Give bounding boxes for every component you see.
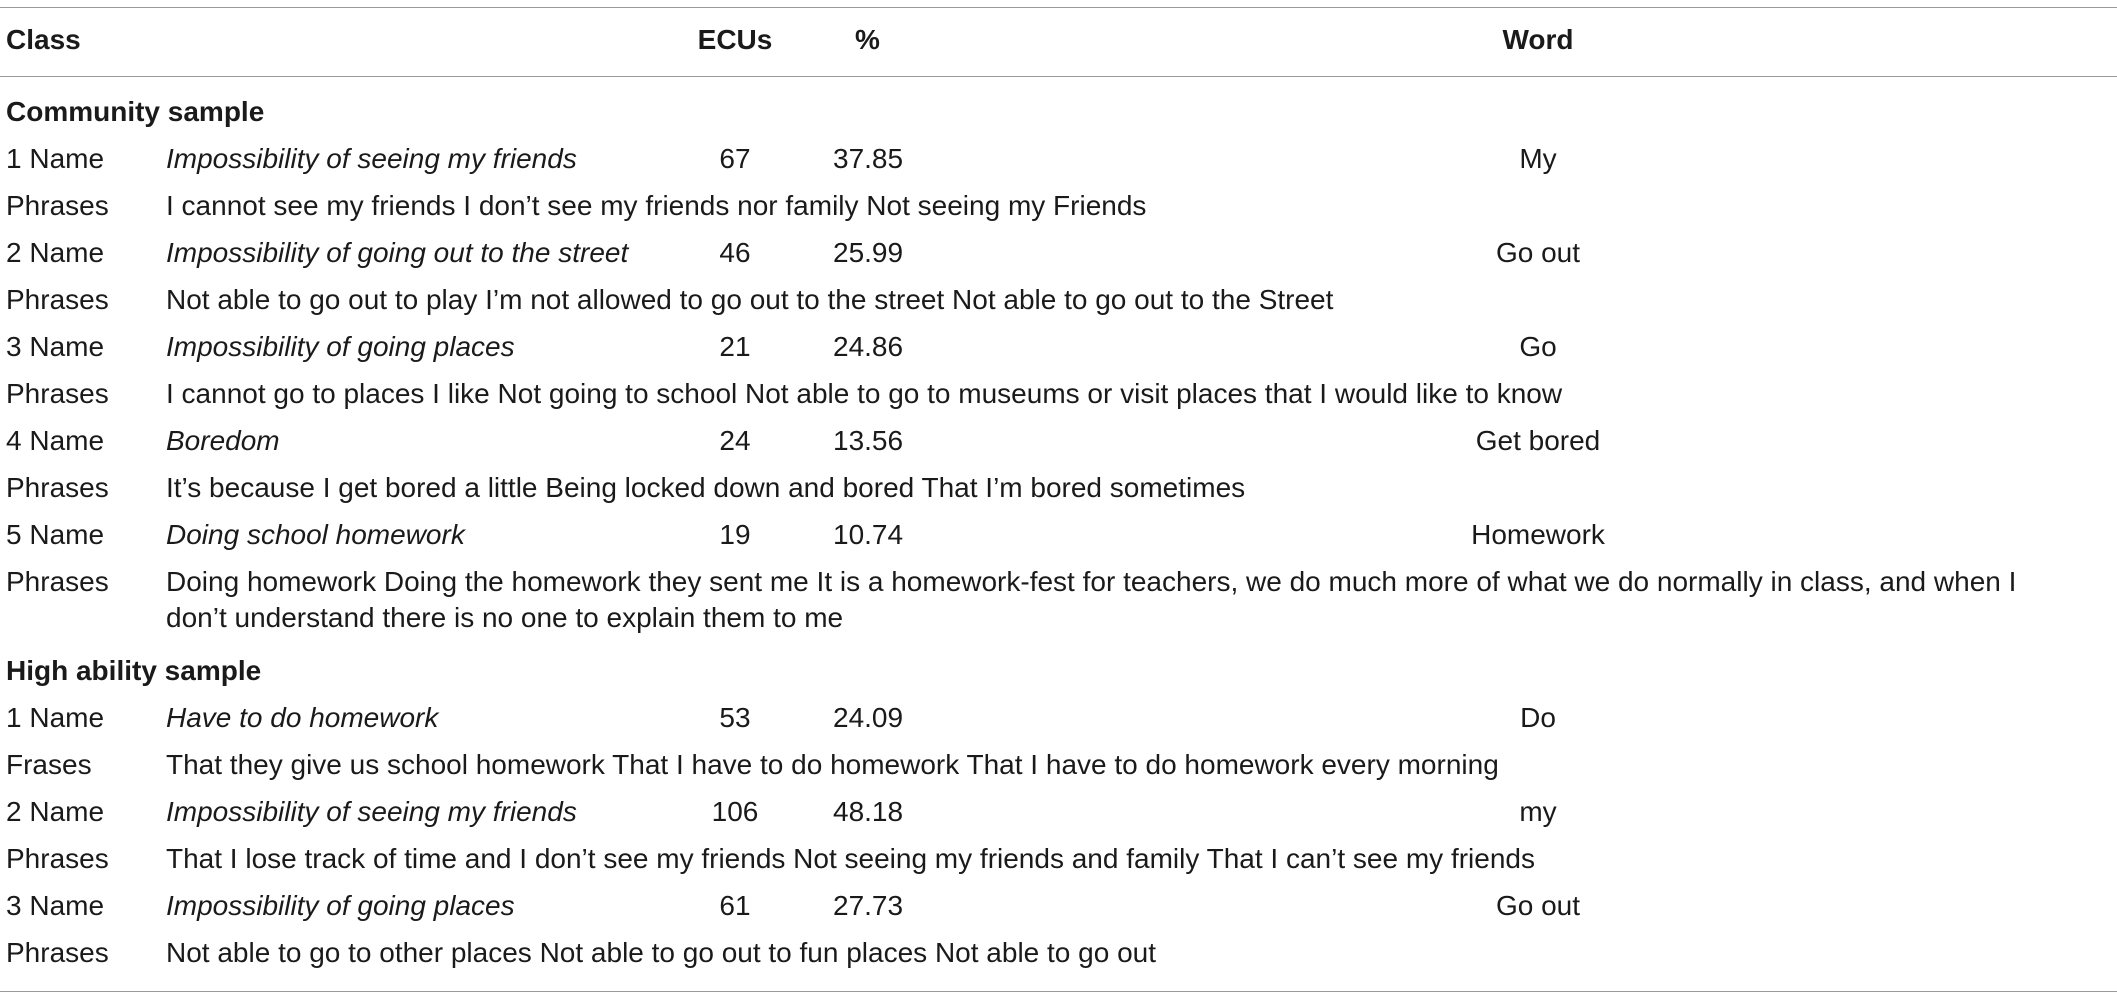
class-name: Have to do homework	[166, 702, 439, 733]
class-ecus: 61	[719, 890, 751, 921]
phrases-text: Not able to go to other places Not able to go out to fun places Not able to go out	[166, 937, 1156, 968]
class-word: Go out	[1495, 890, 1581, 921]
class-label: 5 Name	[6, 519, 105, 550]
class-ecus: 24	[719, 425, 751, 456]
header-class: Class	[6, 24, 81, 55]
class-word: Do	[1520, 702, 1556, 733]
phrases-text: Doing homework Doing the homework they sent me It is a homework-fest for teachers, we do much more of what we do normally in class, and when I don’t understand there is no one to explain them to me	[166, 566, 2017, 633]
table-top-rule	[0, 7, 2117, 8]
class-word: Go out	[1495, 237, 1581, 268]
class-ecus: 67	[719, 143, 751, 174]
class-ecus: 19	[719, 519, 751, 550]
phrases-label: Phrases	[6, 284, 109, 315]
phrases-label: Phrases	[6, 566, 109, 597]
class-name: Impossibility of going out to the street	[166, 237, 629, 268]
class-label: 4 Name	[6, 425, 105, 456]
section-title: Community sample	[6, 96, 265, 127]
class-name: Doing school homework	[166, 519, 465, 550]
phrases-text: That they give us school homework That I have to do homework That I have to do homework every morning	[166, 749, 1499, 780]
class-percent: 13.56	[833, 425, 904, 456]
phrases-label: Phrases	[6, 190, 109, 221]
class-label: 3 Name	[6, 890, 105, 921]
class-label: 1 Name	[6, 702, 105, 733]
phrases-label: Phrases	[6, 378, 109, 409]
class-word: Get bored	[1475, 425, 1601, 456]
phrases-label: Frases	[6, 749, 92, 780]
table-bottom-rule	[0, 991, 2117, 992]
class-ecus: 21	[719, 331, 751, 362]
class-percent: 27.73	[833, 890, 904, 921]
class-name: Impossibility of seeing my friends	[166, 143, 577, 174]
class-name: Impossibility of going places	[166, 331, 515, 362]
header-percent: %	[855, 24, 880, 55]
header-word: Word	[1502, 24, 1574, 55]
class-word: my	[1519, 796, 1557, 827]
class-word: My	[1519, 143, 1557, 174]
class-name: Impossibility of going places	[166, 890, 515, 921]
class-percent: 37.85	[833, 143, 904, 174]
header-ecus: ECUs	[697, 24, 773, 55]
class-name: Boredom	[166, 425, 280, 456]
phrases-label: Phrases	[6, 937, 109, 968]
section-title: High ability sample	[6, 655, 262, 686]
class-ecus: 53	[719, 702, 751, 733]
phrases-text: It’s because I get bored a little Being locked down and bored That I’m bored sometimes	[166, 472, 1246, 503]
phrases-text: Not able to go out to play I’m not allowed to go out to the street Not able to go out to the Street	[166, 284, 1334, 315]
class-percent: 48.18	[833, 796, 904, 827]
class-percent: 24.09	[833, 702, 904, 733]
phrases-label: Phrases	[6, 472, 109, 503]
phrases-text: I cannot go to places I like Not going to school Not able to go to museums or visit places that I would like to know	[166, 378, 1563, 409]
class-name: Impossibility of seeing my friends	[166, 796, 577, 827]
class-word: Homework	[1471, 519, 1605, 550]
class-word: Go	[1519, 331, 1557, 362]
class-percent: 24.86	[833, 331, 904, 362]
phrases-text: I cannot see my friends I don’t see my friends nor family Not seeing my Friends	[166, 190, 1147, 221]
phrases-label: Phrases	[6, 843, 109, 874]
class-label: 1 Name	[6, 143, 105, 174]
phrases-text: That I lose track of time and I don’t see my friends Not seeing my friends and family That I can’t see my friends	[166, 843, 1535, 874]
class-percent: 25.99	[833, 237, 904, 268]
class-ecus: 46	[719, 237, 751, 268]
table-header-rule	[0, 76, 2117, 77]
class-label: 3 Name	[6, 331, 105, 362]
class-label: 2 Name	[6, 796, 105, 827]
class-label: 2 Name	[6, 237, 105, 268]
class-percent: 10.74	[833, 519, 904, 550]
class-ecus: 106	[711, 796, 759, 827]
